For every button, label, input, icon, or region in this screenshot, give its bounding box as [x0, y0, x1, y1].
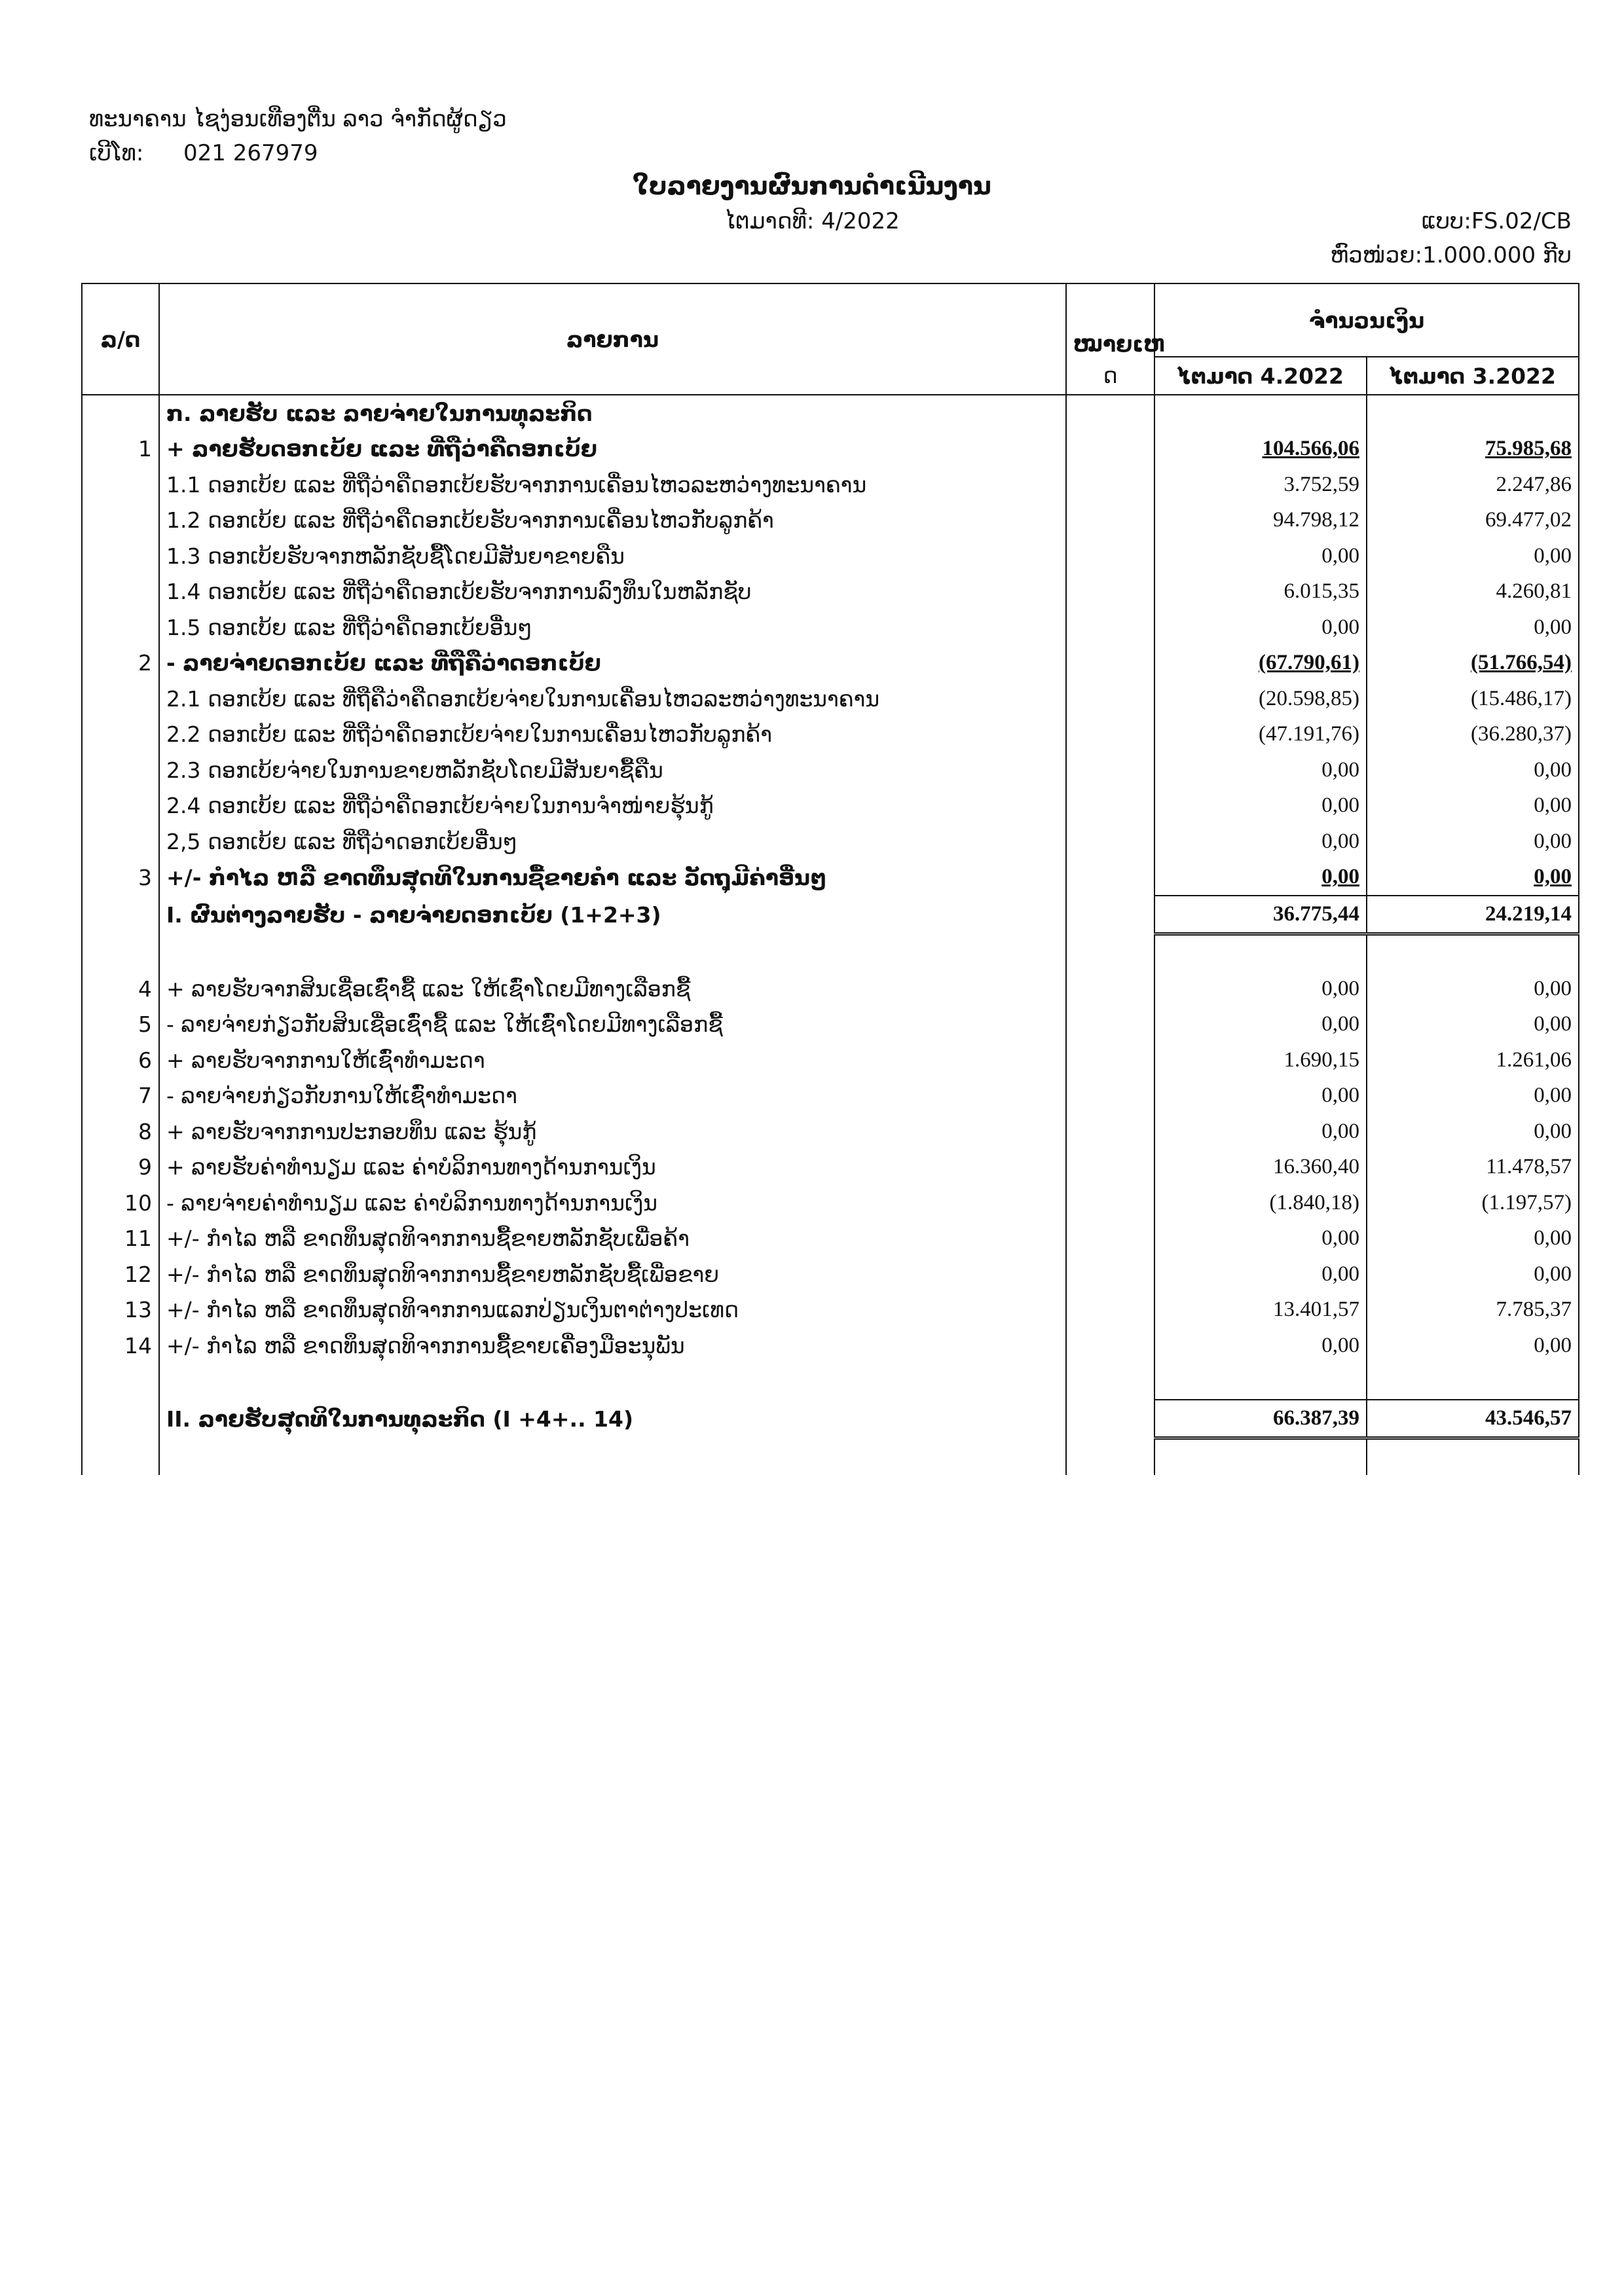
row-value-q3 — [1367, 395, 1579, 431]
row-note — [1066, 1042, 1154, 1078]
row-number: 12 — [82, 1256, 159, 1292]
row-value-q3: (36.280,37) — [1367, 717, 1579, 753]
row-item — [159, 1364, 1066, 1400]
row-item: +/- ກຳໄລ ຫລື ຂາດທຶນສຸດທິຈາກການຊື້ຂາຍຫລັກຊັບເພື່ອຄ້າ — [159, 1221, 1066, 1257]
row-number: 2 — [82, 646, 159, 682]
row-value-q4: 0,00 — [1154, 610, 1367, 646]
row-number — [82, 788, 159, 824]
row-item: 2.2 ດອກເບ້ຍ ແລະ ທີ່ຖືວ່າຄືດອກເບ້ຍຈ່າຍໃນການເຄື່ອນໄຫວກັບລູກຄ້າ — [159, 717, 1066, 753]
row-item — [159, 1438, 1066, 1475]
table-row — [82, 1292, 1579, 1328]
row-value-q3: 0,00 — [1367, 610, 1579, 646]
row-number — [82, 717, 159, 753]
table-row — [82, 574, 1579, 610]
row-value-q3: 0,00 — [1367, 538, 1579, 574]
row-item: - ລາຍຈ່າຍກ່ຽວກັບການໃຫ້ເຊົ່າທຳມະດາ — [159, 1078, 1066, 1114]
table-row — [82, 681, 1579, 717]
row-item: +/- ກຳໄລ ຫລື ຂາດທຶນສຸດທິໃນການຊື້ຂາຍຄຳ ແລະ ວັດຖຸມີຄ່າອື່ນໆ — [159, 860, 1066, 896]
row-value-q4: 0,00 — [1154, 1007, 1367, 1043]
row-value-q3: 0,00 — [1367, 1328, 1579, 1364]
row-number — [82, 610, 159, 646]
row-item: ກ. ລາຍຮັບ ແລະ ລາຍຈ່າຍໃນການທຸລະກິດ — [159, 395, 1066, 431]
row-value-q4: 104.566,06 — [1154, 431, 1367, 467]
row-item: +/- ກຳໄລ ຫລື ຂາດທຶນສຸດທິຈາກການຊື້ຂາຍຫລັກຊັບຊື້ເພື່ອຂາຍ — [159, 1256, 1066, 1292]
row-value-q3: 2.247,86 — [1367, 467, 1579, 503]
table-row — [82, 1185, 1579, 1221]
row-value-q4: 0,00 — [1154, 1114, 1367, 1150]
row-note — [1066, 646, 1154, 682]
income-statement-table — [81, 283, 1579, 1475]
row-number — [82, 896, 159, 934]
header-amount: ຈຳນວນເງິນ — [1154, 283, 1579, 357]
table-row — [82, 467, 1579, 503]
row-item: - ລາຍຈ່າຍດອກເບ້ຍ ແລະ ທີ່ຖືຄືວ່າດອກເບ້ຍ — [159, 646, 1066, 682]
header-q4: ໄຕມາດ 4.2022 — [1154, 357, 1367, 395]
report-quarter: ໄຕມາດທີ: 4/2022 — [724, 208, 900, 234]
form-code: ແບບ:FS.02/CB — [1421, 208, 1572, 234]
row-note — [1066, 860, 1154, 896]
row-value-q4: 66.387,39 — [1154, 1400, 1367, 1438]
row-item: 1.5 ດອກເບ້ຍ ແລະ ທີ່ຖືວ່າຄືດອກເບ້ຍອື່ນໆ — [159, 610, 1066, 646]
row-note — [1066, 1007, 1154, 1043]
row-number: 13 — [82, 1292, 159, 1328]
row-item: +/- ກຳໄລ ຫລື ຂາດທຶນສຸດທິຈາກການຊື້ຂາຍເຄື່ອງມືອະນຸພັນ — [159, 1328, 1066, 1364]
row-value-q4 — [1154, 1364, 1367, 1400]
row-value-q4: 0,00 — [1154, 1256, 1367, 1292]
row-note — [1066, 610, 1154, 646]
row-value-q3: 0,00 — [1367, 971, 1579, 1007]
table-row — [82, 1114, 1579, 1150]
row-value-q3: 75.985,68 — [1367, 431, 1579, 467]
row-note — [1066, 1185, 1154, 1221]
row-value-q3: 0,00 — [1367, 1221, 1579, 1257]
row-value-q3 — [1367, 1438, 1579, 1475]
row-note — [1066, 431, 1154, 467]
row-note — [1066, 681, 1154, 717]
row-note — [1066, 1078, 1154, 1114]
table-row — [82, 646, 1579, 682]
table-row — [82, 896, 1579, 934]
row-value-q4: 0,00 — [1154, 860, 1367, 896]
table-row — [82, 1328, 1579, 1364]
row-note — [1066, 1364, 1154, 1400]
table-row — [82, 431, 1579, 467]
row-item: 1.3 ດອກເບ້ຍຮັບຈາກຫລັກຊັບຊື້ໂດຍມີສັນຍາຂາຍຄືນ — [159, 538, 1066, 574]
bank-name: ທະນາຄານ ໄຊງ່ອນເທືອງຕື່ນ ລາວ ຈຳກັດຜູ້ດຽວ — [89, 106, 507, 132]
row-item: 2,5 ດອກເບ້ຍ ແລະ ທີ່ຖືວ່າດອກເບ້ຍອື່ນໆ — [159, 824, 1066, 860]
row-item: - ລາຍຈ່າຍຄ່າທຳນຽມ ແລະ ຄ່າບໍລິການທາງດ້ານການເງິນ — [159, 1185, 1066, 1221]
row-note — [1066, 752, 1154, 788]
row-number: 8 — [82, 1114, 159, 1150]
row-value-q3: (1.197,57) — [1367, 1185, 1579, 1221]
row-number — [82, 538, 159, 574]
row-note — [1066, 574, 1154, 610]
header-note-top: ໝາຍເຫ — [1066, 283, 1154, 357]
row-value-q3 — [1367, 934, 1579, 971]
row-value-q3: 0,00 — [1367, 752, 1579, 788]
row-value-q3: 1.261,06 — [1367, 1042, 1579, 1078]
row-value-q4 — [1154, 395, 1367, 431]
table-row — [82, 752, 1579, 788]
row-item: II. ລາຍຮັບສຸດທິໃນການທຸລະກິດ (I +4+.. 14) — [159, 1400, 1066, 1438]
unit-label: ຫົວໜ່ວຍ:1.000.000 ກີບ — [1330, 242, 1572, 268]
table-row — [82, 1007, 1579, 1043]
row-number — [82, 467, 159, 503]
table-row — [82, 1364, 1579, 1400]
row-number: 1 — [82, 431, 159, 467]
table-row — [82, 395, 1579, 431]
row-item: + ລາຍຮັບດອກເບ້ຍ ແລະ ທີ່ຖືວ່າຄືດອກເບ້ຍ — [159, 431, 1066, 467]
phone-number: 021 267979 — [183, 140, 318, 166]
row-value-q4: 0,00 — [1154, 1078, 1367, 1114]
row-note — [1066, 1221, 1154, 1257]
header-q3: ໄຕມາດ 3.2022 — [1367, 357, 1579, 395]
table-row — [82, 1438, 1579, 1475]
row-number: 14 — [82, 1328, 159, 1364]
row-value-q3: 7.785,37 — [1367, 1292, 1579, 1328]
row-value-q4: 0,00 — [1154, 971, 1367, 1007]
row-number — [82, 934, 159, 971]
row-item: I. ຜົນຕ່າງລາຍຮັບ - ລາຍຈ່າຍດອກເບ້ຍ (1+2+3) — [159, 896, 1066, 934]
row-number — [82, 752, 159, 788]
table-row — [82, 788, 1579, 824]
row-value-q3: (15.486,17) — [1367, 681, 1579, 717]
phone-label: ເບີໂທ: — [89, 140, 144, 166]
row-value-q4: 36.775,44 — [1154, 896, 1367, 934]
row-note — [1066, 1114, 1154, 1150]
table-row — [82, 1150, 1579, 1186]
row-number: 11 — [82, 1221, 159, 1257]
row-number: 3 — [82, 860, 159, 896]
row-number — [82, 1438, 159, 1475]
row-item: 1.4 ດອກເບ້ຍ ແລະ ທີ່ຖືວ່າຄືດອກເບ້ຍຮັບຈາກການລົງທຶນໃນຫລັກຊັບ — [159, 574, 1066, 610]
row-number — [82, 1400, 159, 1438]
header-no: ລ/ດ — [82, 283, 159, 395]
row-value-q3: 0,00 — [1367, 824, 1579, 860]
row-number — [82, 503, 159, 539]
row-value-q4: 1.690,15 — [1154, 1042, 1367, 1078]
row-note — [1066, 971, 1154, 1007]
row-number: 7 — [82, 1078, 159, 1114]
row-value-q4: 0,00 — [1154, 538, 1367, 574]
table-row — [82, 1256, 1579, 1292]
row-note — [1066, 1400, 1154, 1438]
table-row — [82, 860, 1579, 896]
row-note — [1066, 1292, 1154, 1328]
row-value-q3: 69.477,02 — [1367, 503, 1579, 539]
row-value-q3: 0,00 — [1367, 1114, 1579, 1150]
table-row — [82, 971, 1579, 1007]
header-item: ລາຍການ — [159, 283, 1066, 395]
table-row — [82, 538, 1579, 574]
row-value-q3: 0,00 — [1367, 1078, 1579, 1114]
row-value-q3: 0,00 — [1367, 860, 1579, 896]
table-row — [82, 503, 1579, 539]
row-value-q4: 13.401,57 — [1154, 1292, 1367, 1328]
row-value-q3 — [1367, 1364, 1579, 1400]
row-item: 2.4 ດອກເບ້ຍ ແລະ ທີ່ຖືວ່າຄືດອກເບ້ຍຈ່າຍໃນການຈຳໜ່າຍຮຸ້ນກູ້ — [159, 788, 1066, 824]
row-value-q3: 0,00 — [1367, 1007, 1579, 1043]
report-title: ໃບລາຍງານຜົນການດຳເນີນງານ — [633, 172, 991, 200]
row-value-q4: 0,00 — [1154, 1328, 1367, 1364]
table-row — [82, 1042, 1579, 1078]
row-number — [82, 395, 159, 431]
row-item: +/- ກຳໄລ ຫລື ຂາດທຶນສຸດທິຈາກການແລກປ່ຽນເງິນຕາຕ່າງປະເທດ — [159, 1292, 1066, 1328]
row-number — [82, 681, 159, 717]
row-value-q4: 6.015,35 — [1154, 574, 1367, 610]
table-row — [82, 934, 1579, 971]
row-note — [1066, 1438, 1154, 1475]
row-note — [1066, 934, 1154, 971]
row-value-q4: 0,00 — [1154, 788, 1367, 824]
table-row — [82, 824, 1579, 860]
row-note — [1066, 824, 1154, 860]
row-note — [1066, 788, 1154, 824]
row-value-q4: (67.790,61) — [1154, 646, 1367, 682]
row-value-q4: 16.360,40 — [1154, 1150, 1367, 1186]
table-row — [82, 1221, 1579, 1257]
row-note — [1066, 1256, 1154, 1292]
row-value-q4: 0,00 — [1154, 824, 1367, 860]
row-value-q4: (1.840,18) — [1154, 1185, 1367, 1221]
row-value-q3: 0,00 — [1367, 788, 1579, 824]
row-note — [1066, 717, 1154, 753]
row-value-q4: 0,00 — [1154, 752, 1367, 788]
row-item: + ລາຍຮັບຄ່າທຳນຽມ ແລະ ຄ່າບໍລິການທາງດ້ານການເງິນ — [159, 1150, 1066, 1186]
row-item: + ລາຍຮັບຈາກການໃຫ້ເຊົ່າທຳມະດາ — [159, 1042, 1066, 1078]
table-row — [82, 610, 1579, 646]
row-number — [82, 1364, 159, 1400]
row-item: 2.1 ດອກເບ້ຍ ແລະ ທີ່ຖືຄືວ່າຄືດອກເບ້ຍຈ່າຍໃນການເຄື່ອນໄຫວລະຫວ່າງທະນາຄານ — [159, 681, 1066, 717]
row-note — [1066, 1150, 1154, 1186]
row-number: 10 — [82, 1185, 159, 1221]
row-item: - ລາຍຈ່າຍກ່ຽວກັບສິນເຊື່ອເຊົ່າຊື້ ແລະ ໃຫ້ເຊົ່າໂດຍມີທາງເລືອກຊື້ — [159, 1007, 1066, 1043]
row-item: 2.3 ດອກເບ້ຍຈ່າຍໃນການຂາຍຫລັກຊັບໂດຍມີສັນຍາຊື້ຄືນ — [159, 752, 1066, 788]
row-value-q4: (20.598,85) — [1154, 681, 1367, 717]
table-row — [82, 1400, 1579, 1438]
row-value-q3: 4.260,81 — [1367, 574, 1579, 610]
row-item: + ລາຍຮັບຈາກສິນເຊື່ອເຊົ່າຊື້ ແລະ ໃຫ້ເຊົ່າໂດຍມີທາງເລືອກຊື້ — [159, 971, 1066, 1007]
row-number: 4 — [82, 971, 159, 1007]
row-value-q4: 0,00 — [1154, 1221, 1367, 1257]
row-value-q3: (51.766,54) — [1367, 646, 1579, 682]
row-item: + ລາຍຮັບຈາກການປະກອບທຶນ ແລະ ຮຸ້ນກູ້ — [159, 1114, 1066, 1150]
row-number — [82, 824, 159, 860]
row-number: 6 — [82, 1042, 159, 1078]
row-number: 5 — [82, 1007, 159, 1043]
row-item: 1.1 ດອກເບ້ຍ ແລະ ທີ່ຖືວ່າຄືດອກເບ້ຍຮັບຈາກການເຄື່ອນໄຫວລະຫວ່າງທະນາຄານ — [159, 467, 1066, 503]
row-value-q4: 3.752,59 — [1154, 467, 1367, 503]
row-value-q4: (47.191,76) — [1154, 717, 1367, 753]
row-value-q3: 43.546,57 — [1367, 1400, 1579, 1438]
row-note — [1066, 538, 1154, 574]
row-value-q4 — [1154, 934, 1367, 971]
table-row — [82, 1078, 1579, 1114]
row-value-q4 — [1154, 1438, 1367, 1475]
row-number — [82, 574, 159, 610]
row-value-q3: 24.219,14 — [1367, 896, 1579, 934]
row-note — [1066, 467, 1154, 503]
row-note — [1066, 896, 1154, 934]
row-value-q4: 94.798,12 — [1154, 503, 1367, 539]
header-note-bottom: ດ — [1066, 357, 1154, 395]
row-note — [1066, 503, 1154, 539]
row-value-q3: 11.478,57 — [1367, 1150, 1579, 1186]
row-item — [159, 934, 1066, 971]
row-value-q3: 0,00 — [1367, 1256, 1579, 1292]
row-note — [1066, 395, 1154, 431]
table-row — [82, 717, 1579, 753]
row-number: 9 — [82, 1150, 159, 1186]
row-item: 1.2 ດອກເບ້ຍ ແລະ ທີ່ຖືວ່າຄືດອກເບ້ຍຮັບຈາກການເຄື່ອນໄຫວກັບລູກຄ້າ — [159, 503, 1066, 539]
row-note — [1066, 1328, 1154, 1364]
